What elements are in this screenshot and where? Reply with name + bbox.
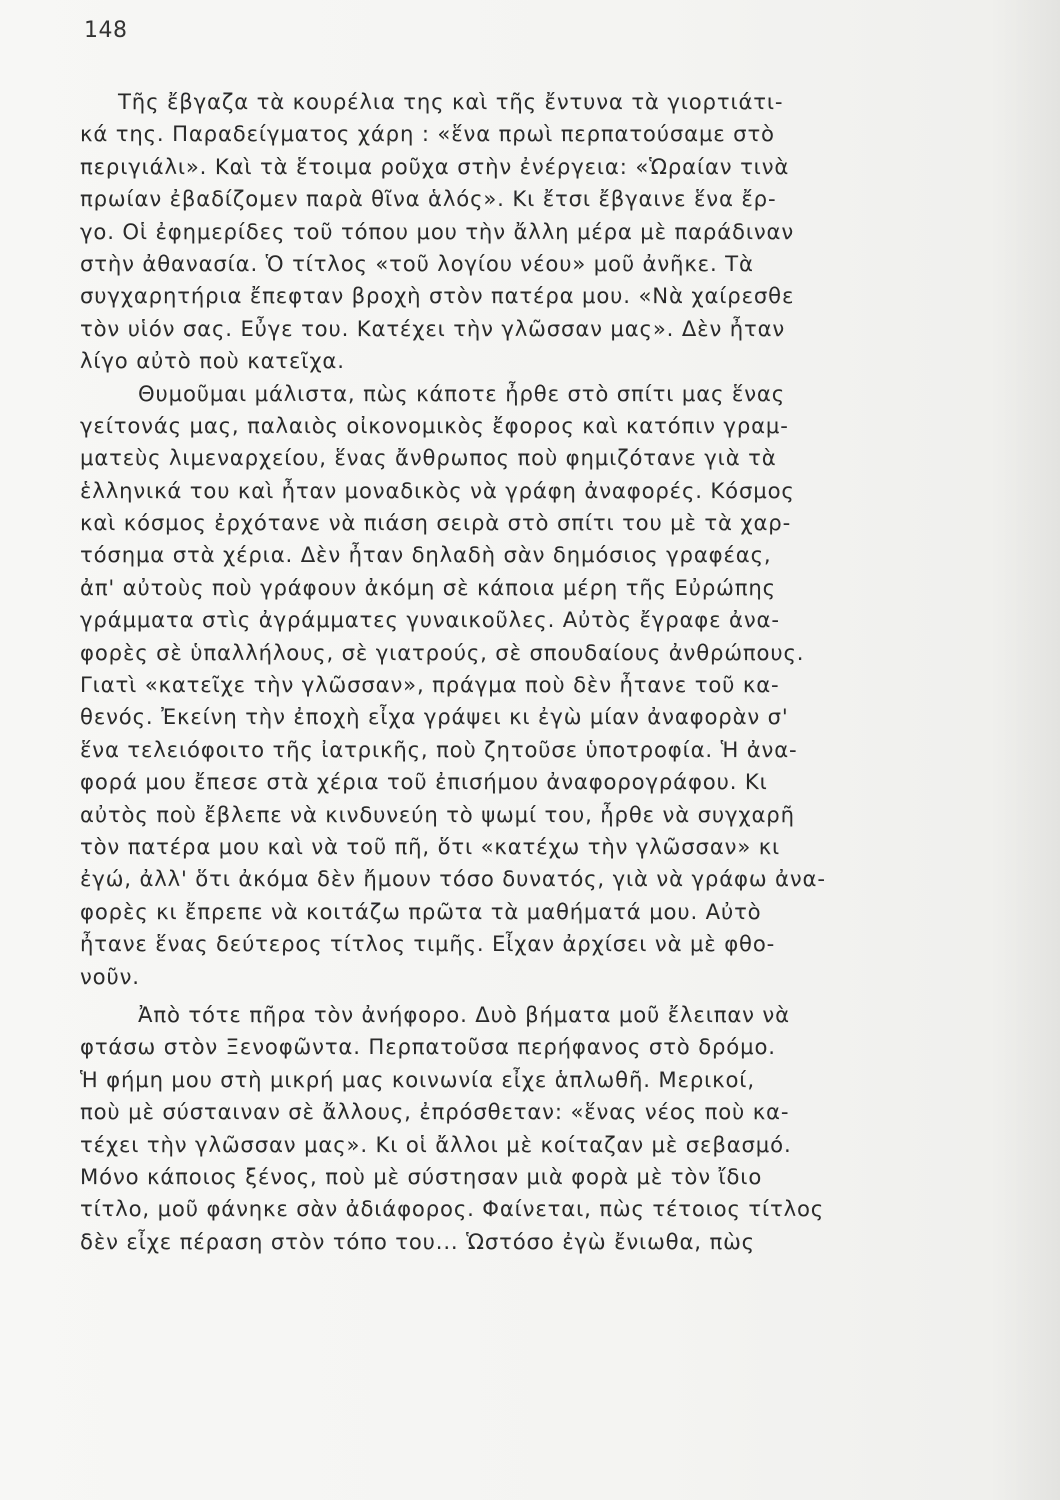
body-text: [80, 86, 966, 1258]
text-line: στὴν ἀθανασία. Ὁ τίτλος «τοῦ λογίου νέου» μοῦ ἀνῆκε. Τὰ: [80, 250, 754, 276]
text-line: λίγο αὐτὸ ποὺ κατεῖχα.: [80, 348, 345, 374]
text-line: νοῦν.: [80, 963, 140, 989]
text-line: τέχει τὴν γλῶσσαν μας». Κι οἱ ἄλλοι μὲ κοίταζαν μὲ σεβασμό.: [80, 1131, 792, 1157]
text-line: ματεὺς λιμεναρχείου, ἕνας ἄνθρωπος ποὺ φημιζότανε γιὰ τὰ: [80, 445, 777, 471]
text-line: τίτλο, μοῦ φάνηκε σὰν ἀδιάφορος. Φαίνεται, πὼς τέτοιος τίτλος: [80, 1196, 825, 1222]
text-line: Τῆς ἔβγαζα τὰ κουρέλια της καὶ τῆς ἔντυνα τὰ γιορτιάτι-: [118, 89, 784, 114]
text-line: ἐγώ, ἀλλ' ὅτι ἀκόμα δὲν ἤμουν τόσο δυνατός, γιὰ νὰ γράφω ἀνα-: [80, 866, 826, 892]
text-line: φορὲς κι ἔπρεπε νὰ κοιτάζω πρῶτα τὰ μαθήματά μου. Αὐτὸ: [80, 898, 762, 924]
text-line: τόσημα στὰ χέρια. Δὲν ἦταν δηλαδὴ σὰν δημόσιος γραφέας,: [80, 542, 772, 568]
text-line: Θυμοῦμαι μάλιστα, πὼς κάποτε ἦρθε στὸ σπίτι μας ἕνας: [138, 380, 785, 406]
paragraph-1: [80, 86, 966, 378]
text-line: ποὺ μὲ σύσταιναν σὲ ἄλλους, ἐπρόσθεταν: «ἕνας νέος ποὺ κα-: [80, 1099, 790, 1125]
text-line: Ἡ φήμη μου στὴ μικρή μας κοινωνία εἶχε ἁπλωθῆ. Μερικοί,: [80, 1066, 755, 1092]
text-line: γο. Οἱ ἐφημερίδες τοῦ τόπου μου τὴν ἄλλη μέρα μὲ παράδιναν: [80, 218, 795, 244]
text-line: ἀπ' αὐτοὺς ποὺ γράφουν ἀκόμη σὲ κάποια μέρη τῆς Εὐρώπης: [80, 574, 776, 600]
paragraph-2: [80, 378, 966, 993]
text-line: Γιατὶ «κατεῖχε τὴν γλῶσσαν», πράγμα ποὺ δὲν ἦτανε τοῦ κα-: [80, 672, 780, 698]
binding-shadow: [990, 0, 1060, 1500]
text-line: τὸν υἱόν σας. Εὖγε του. Κατέχει τὴν γλῶσσαν μας». Δὲν ἦταν: [80, 315, 786, 341]
text-line: περιγιάλι». Καὶ τὰ ἕτοιμα ροῦχα στὴν ἐνέργεια: «Ὡραίαν τινὰ: [80, 153, 790, 179]
text-line: Μόνο κάποιος ξένος, ποὺ μὲ σύστησαν μιὰ φορὰ μὲ τὸν ἴδιο: [80, 1163, 763, 1189]
text-line: θενός. Ἐκείνη τὴν ἐποχὴ εἶχα γράψει κι ἐγὼ μίαν ἀναφορὰν σ': [80, 704, 789, 730]
page-number: 148: [84, 18, 128, 43]
text-line: ἦτανε ἕνας δεύτερος τίτλος τιμῆς. Εἶχαν ἀρχίσει νὰ μὲ φθο-: [80, 931, 776, 957]
text-line: αὐτὸς ποὺ ἔβλεπε νὰ κινδυνεύη τὸ ψωμί του, ἦρθε νὰ συγχαρῆ: [80, 801, 795, 827]
text-line: φτάσω στὸν Ξενοφῶντα. Περπατοῦσα περήφανος στὸ δρόμο.: [80, 1034, 776, 1060]
text-line: δὲν εἶχε πέραση στὸν τόπο του... Ὡστόσο ἐγὼ ἔνιωθα, πὼς: [80, 1228, 755, 1254]
text-line: πρωίαν ἐβαδίζομεν παρὰ θῖνα ἁλός». Κι ἔτσι ἔβγαινε ἕνα ἔρ-: [80, 186, 777, 212]
text-line: γράμματα στὶς ἀγράμματες γυναικοῦλες. Αὐτὸς ἔγραφε ἀνα-: [80, 607, 780, 633]
text-line: γείτονάς μας, παλαιὸς οἰκονομικὸς ἔφορος καὶ κατόπιν γραμ-: [80, 412, 789, 438]
text-line: φορά μου ἔπεσε στὰ χέρια τοῦ ἐπισήμου ἀναφορογράφου. Κι: [80, 769, 768, 795]
text-line: τὸν πατέρα μου καὶ νὰ τοῦ πῆ, ὅτι «κατέχω τὴν γλῶσσαν» κι: [80, 833, 781, 859]
text-line: συγχαρητήρια ἔπεφταν βροχὴ στὸν πατέρα μου. «Νὰ χαίρεσθε: [80, 283, 795, 309]
text-line: κά της. Παραδείγματος χάρη : «ἕνα πρωὶ περπατούσαμε στὸ: [80, 121, 775, 147]
paragraph-3: [80, 999, 966, 1258]
text-line: Ἀπὸ τότε πῆρα τὸν ἀνήφορο. Δυὸ βήματα μοῦ ἔλειπαν νὰ: [138, 1001, 790, 1027]
text-line: ἕνα τελειόφοιτο τῆς ἰατρικῆς, ποὺ ζητοῦσε ὑποτροφία. Ἡ ἀνα-: [80, 736, 798, 762]
text-line: καὶ κόσμος ἐρχότανε νὰ πιάση σειρὰ στὸ σπίτι του μὲ τὰ χαρ-: [80, 510, 792, 536]
text-line: ἑλληνικά του καὶ ἦταν μοναδικὸς νὰ γράφη ἀναφορές. Κόσμος: [80, 477, 795, 503]
text-line: φορὲς σὲ ὑπαλλήλους, σὲ γιατρούς, σὲ σπουδαίους ἀνθρώπους.: [80, 639, 805, 665]
